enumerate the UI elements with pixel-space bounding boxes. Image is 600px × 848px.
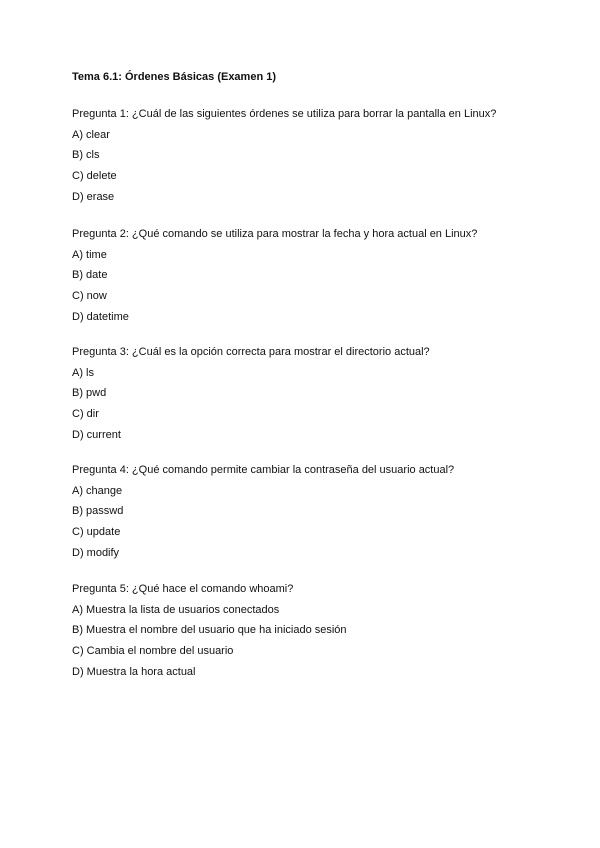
option-b: B) pwd <box>72 387 107 400</box>
option-c: C) update <box>72 526 121 539</box>
option-c: C) now <box>72 290 107 303</box>
question-2 <box>72 227 542 324</box>
option-a: A) ls <box>72 366 94 379</box>
option-b: B) passwd <box>72 505 124 518</box>
option-a: A) Muestra la lista de usuarios conectados <box>72 603 280 616</box>
option-a: A) clear <box>72 128 110 141</box>
option-c: C) dir <box>72 408 99 421</box>
option-d: D) current <box>72 428 121 441</box>
option-b: B) date <box>72 269 108 282</box>
options-list <box>72 248 542 324</box>
option-d: D) Muestra la hora actual <box>72 665 196 678</box>
question-5 <box>72 582 542 679</box>
page-title: Tema 6.1: Órdenes Básicas (Examen 1) <box>72 71 277 83</box>
option-d: D) erase <box>72 190 115 203</box>
options-list <box>72 128 542 204</box>
option-d: D) datetime <box>72 310 129 323</box>
option-a: A) change <box>72 484 123 497</box>
option-b: B) Muestra el nombre del usuario que ha iniciado sesión <box>72 624 347 637</box>
option-d: D) modify <box>72 546 120 559</box>
option-a: A) time <box>72 248 107 261</box>
question-4 <box>72 463 542 560</box>
options-list <box>72 484 542 560</box>
option-c: C) delete <box>72 170 117 183</box>
question-text: Pregunta 2: ¿Qué comando se utiliza para mostrar la fecha y hora actual en Linux? <box>72 228 478 240</box>
question-text: Pregunta 4: ¿Qué comando permite cambiar la contraseña del usuario actual? <box>72 464 455 476</box>
question-1 <box>72 107 542 204</box>
options-list <box>72 366 542 442</box>
question-text: Pregunta 3: ¿Cuál es la opción correcta para mostrar el directorio actual? <box>72 346 430 358</box>
question-text: Pregunta 5: ¿Qué hace el comando whoami? <box>72 583 294 595</box>
option-c: C) Cambia el nombre del usuario <box>72 645 234 658</box>
options-list <box>72 603 542 679</box>
option-b: B) cls <box>72 149 100 162</box>
question-3 <box>72 345 542 442</box>
question-text: Pregunta 1: ¿Cuál de las siguientes órdenes se utiliza para borrar la pantalla en Linux? <box>72 108 497 120</box>
